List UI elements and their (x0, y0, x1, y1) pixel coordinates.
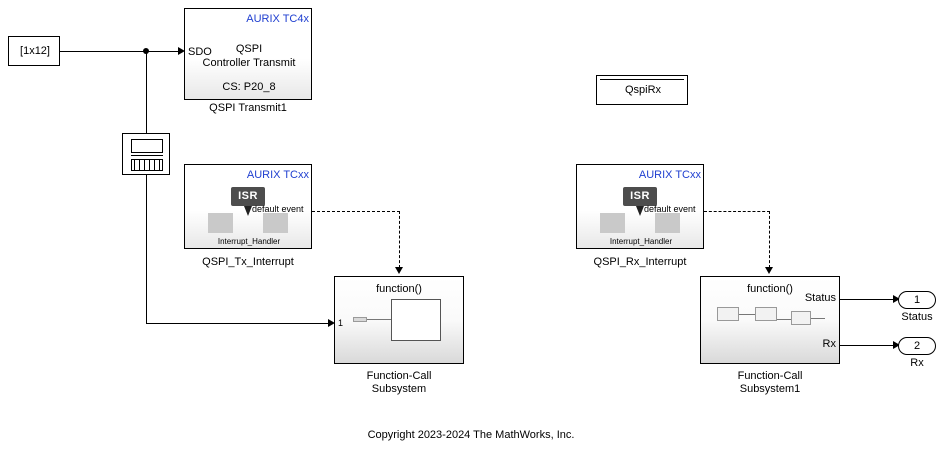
scope-bar-2 (139, 160, 140, 170)
tx-interrupt-icon-left (208, 213, 233, 233)
tx-interrupt-vendor: AURIX TCxx (246, 169, 309, 181)
qspi-transmit-line1: QSPI (235, 43, 263, 55)
qspi-transmit-port-label: SDO (188, 46, 212, 58)
function-call-subsystem1-function-label: function() (747, 283, 793, 295)
outport-status-number: 1 (913, 294, 921, 306)
function-call-subsystem-caption-2: Subsystem (371, 383, 427, 395)
outport-rx[interactable] (898, 337, 936, 355)
copyright-text: Copyright 2023-2024 The MathWorks, Inc. (367, 429, 575, 441)
tx-interrupt-arrow-down (395, 267, 403, 274)
wire-rx-out (840, 345, 896, 346)
rx-interrupt-event-label: default event (644, 204, 696, 214)
rx-interrupt-inner-caption: Interrupt_Handler (609, 237, 673, 246)
rx-interrupt-icon-left (600, 213, 625, 233)
scope-stand-icon (131, 155, 163, 156)
wire-status-out (840, 299, 896, 300)
constant-block-value: [1x12] (20, 45, 50, 57)
scope-screen-icon (131, 139, 163, 153)
function-call-subsystem1-out-rx: Rx (822, 338, 836, 350)
tx-interrupt-icon-right (263, 213, 288, 233)
rx-interrupt-isr-icon: ISR (623, 187, 657, 206)
rx-interrupt-icon-right (655, 213, 680, 233)
scope-bar-3 (144, 160, 145, 170)
tx-interrupt-bolt-icon (244, 206, 252, 216)
scope-bar-5 (154, 160, 155, 170)
outport-rx-number: 2 (913, 340, 921, 352)
scope-block[interactable] (122, 133, 170, 175)
tx-interrupt-dashed-v (399, 211, 400, 268)
scope-bar-6 (159, 160, 160, 170)
outport-rx-label: Rx (910, 357, 924, 369)
scope-bar-1 (134, 160, 135, 170)
wire-junction-down (146, 51, 147, 323)
tx-interrupt-isr-icon: ISR (231, 187, 265, 206)
qspi-transmit-vendor: AURIX TC4x (246, 13, 309, 25)
fcs-inner-icon-2 (391, 299, 441, 341)
wire-to-function-call-subsystem (146, 323, 331, 324)
fcs-inner-wire (367, 319, 391, 320)
fcs1-inner-wire-2 (777, 319, 791, 320)
qspi-transmit-caption: QSPI Transmit1 (209, 102, 287, 114)
qspi-transmit-cs: CS: P20_8 (222, 81, 276, 93)
fcs1-inner-icon-1 (717, 307, 739, 321)
wire-junction-to-qspi-transmit (146, 51, 180, 52)
tx-interrupt-dashed-h (312, 211, 400, 212)
fcs1-inner-icon-2 (755, 307, 777, 321)
function-call-subsystem-function-label: function() (376, 283, 422, 295)
outport-status-label: Status (901, 311, 933, 323)
rx-interrupt-arrow-down (765, 267, 773, 274)
tx-interrupt-caption: QSPI_Tx_Interrupt (202, 256, 294, 268)
tx-interrupt-event-label: default event (252, 204, 304, 214)
fcs1-inner-icon-3 (791, 311, 811, 325)
rx-interrupt-caption: QSPI_Rx_Interrupt (593, 256, 687, 268)
qspi-rx-const-topline (600, 79, 684, 80)
rx-interrupt-vendor: AURIX TCxx (638, 169, 701, 181)
qspi-rx-const-label: QspiRx (624, 84, 662, 96)
function-call-subsystem-input-port: 1 (338, 318, 344, 328)
wire-constant-to-junction (60, 51, 146, 52)
outport-status[interactable] (898, 291, 936, 309)
fcs1-inner-wire-3 (811, 318, 825, 319)
rx-interrupt-bolt-icon (636, 206, 644, 216)
fcs1-inner-wire-1 (739, 314, 755, 315)
constant-block[interactable] (8, 36, 60, 66)
function-call-subsystem1-out-status: Status (804, 292, 836, 304)
tx-interrupt-inner-caption: Interrupt_Handler (217, 237, 281, 246)
scope-bar-4 (149, 160, 150, 170)
rx-interrupt-dashed-h (704, 211, 770, 212)
rx-interrupt-dashed-v (769, 211, 770, 268)
qspi-transmit-line2: Controller Transmit (202, 57, 296, 69)
fcs-inner-icon-1 (353, 317, 367, 322)
function-call-subsystem1-caption-2: Subsystem1 (739, 383, 801, 395)
function-call-subsystem1-caption-1: Function-Call (737, 370, 803, 382)
function-call-subsystem-caption-1: Function-Call (366, 370, 432, 382)
